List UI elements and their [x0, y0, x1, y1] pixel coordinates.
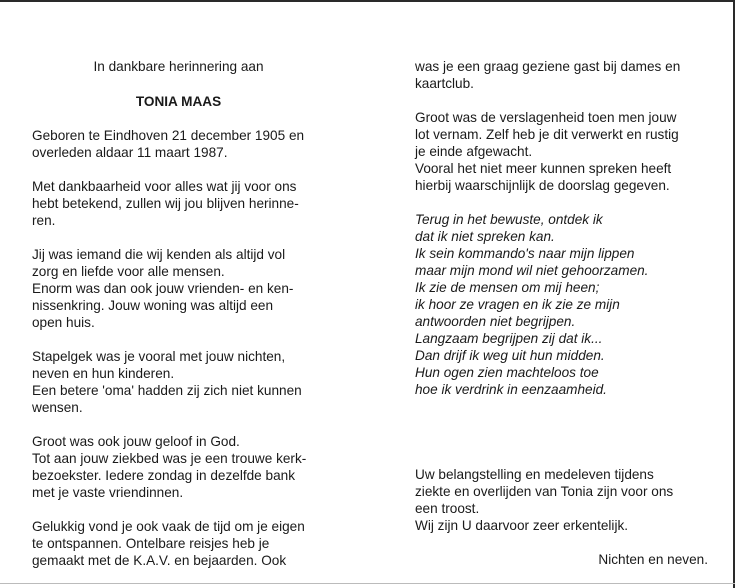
intro-line: In dankbare herinnering aan — [93, 59, 264, 74]
text-line: was je een graag geziene gast bij dames en — [415, 59, 681, 74]
text-line: Geboren te Eindhoven 21 december 1905 en — [32, 128, 305, 143]
family-paragraph — [32, 348, 325, 416]
text-line: hierbij waarschijnlijk de doorslag gegeven. — [415, 178, 670, 193]
text-line: hebt betekend, zullen wij jou blijven herinne- — [32, 196, 299, 211]
spacer — [32, 501, 325, 518]
text-line: Groot was de verslagenheid toen men jouw — [415, 110, 677, 125]
poem-line: Hun ogen zien machteloos toe — [415, 365, 599, 380]
text-line: kaartclub. — [415, 76, 474, 91]
spacer — [32, 161, 325, 178]
text-line: met je vaste vriendinnen. — [32, 485, 184, 500]
text-line: overleden aldaar 11 maart 1987. — [32, 145, 228, 160]
text-line: wensen. — [32, 400, 83, 415]
text-line: Vooral het niet meer kunnen spreken heeft — [415, 161, 672, 176]
gratitude-paragraph — [32, 178, 325, 229]
poem-line: antwoorden niet begrijpen. — [415, 314, 576, 329]
leisure-paragraph — [32, 518, 325, 569]
deceased-name: TONIA MAAS — [135, 94, 222, 109]
text-line: neven en hun kinderen. — [32, 366, 175, 381]
poem-line: Langzaam begrijpen zij dat ik... — [415, 331, 603, 346]
text-line: lot vernam. Zelf heb je dit verwerkt en rustig — [415, 127, 679, 142]
text-line: Jij was iemand die wij kenden als altijd vol — [32, 247, 286, 262]
text-line: Tot aan jouw ziekbed was je een trouwe kerk- — [32, 451, 307, 466]
text-line: je einde afgewacht. — [415, 144, 533, 159]
text-line: Wij zijn U daarvoor zeer erkentelijk. — [415, 518, 629, 533]
right-column — [415, 58, 708, 568]
spacer — [32, 331, 325, 348]
text-line: gemaakt met de K.A.V. en bejaarden. Ook — [32, 553, 287, 568]
text-line: ren. — [32, 213, 56, 228]
poem-line: Ik zie de mensen om mij heen; — [415, 280, 600, 295]
poem-line: maar mijn mond wil niet gehoorzamen. — [415, 263, 649, 278]
text-line: Een betere 'oma' hadden zij zich niet kunnen — [32, 383, 302, 398]
text-line: Stapelgek was je vooral met jouw nichten, — [32, 349, 286, 364]
text-line: zorg en liefde voor alle mensen. — [32, 264, 225, 279]
text-line: open huis. — [32, 315, 95, 330]
poem-line: hoe ik verdrink in eenzaamheid. — [415, 382, 607, 397]
left-column — [32, 58, 325, 569]
grief-paragraph — [415, 109, 708, 194]
text-line: Enorm was dan ook jouw vrienden- en ken- — [32, 281, 294, 296]
spacer — [415, 534, 708, 551]
birth-death-paragraph — [32, 127, 325, 161]
poem-line: Dan drijf ik weg uit hun midden. — [415, 348, 605, 363]
spacer — [415, 398, 708, 466]
spacer — [415, 194, 708, 211]
poem — [415, 211, 708, 398]
spacer — [415, 92, 708, 109]
text-line: Met dankbaarheid voor alles wat jij voor ons — [32, 179, 297, 194]
poem-line: ik hoor ze vragen en ik zie ze mijn — [415, 297, 620, 312]
text-line: Gelukkig vond je ook vaak de tijd om je eigen — [32, 519, 305, 534]
care-paragraph — [32, 246, 325, 331]
text-line: Groot was ook jouw geloof in God. — [32, 434, 240, 449]
poem-line: Ik sein kommando's naar mijn lippen — [415, 246, 635, 261]
club-paragraph — [415, 58, 708, 92]
top-border — [0, 0, 735, 2]
text-line: ziekte en overlijden van Tonia zijn voor ons — [415, 484, 674, 499]
text-line: een troost. — [415, 501, 480, 516]
bottom-border — [0, 583, 735, 584]
signature: Nichten en neven. — [598, 552, 708, 567]
text-line: nissenkring. Jouw woning was altijd een — [32, 298, 274, 313]
poem-line: Terug in het bewuste, ontdek ik — [415, 212, 603, 227]
faith-paragraph — [32, 433, 325, 501]
spacer — [32, 416, 325, 433]
text-line: Uw belangstelling en medeleven tijdens — [415, 467, 654, 482]
thanks-paragraph — [415, 466, 708, 534]
spacer — [32, 229, 325, 246]
text-line: te ontspannen. Ontelbare reisjes heb je — [32, 536, 270, 551]
text-line: bezoekster. Iedere zondag in dezelfde bank — [32, 468, 296, 483]
poem-line: dat ik niet spreken kan. — [415, 229, 555, 244]
